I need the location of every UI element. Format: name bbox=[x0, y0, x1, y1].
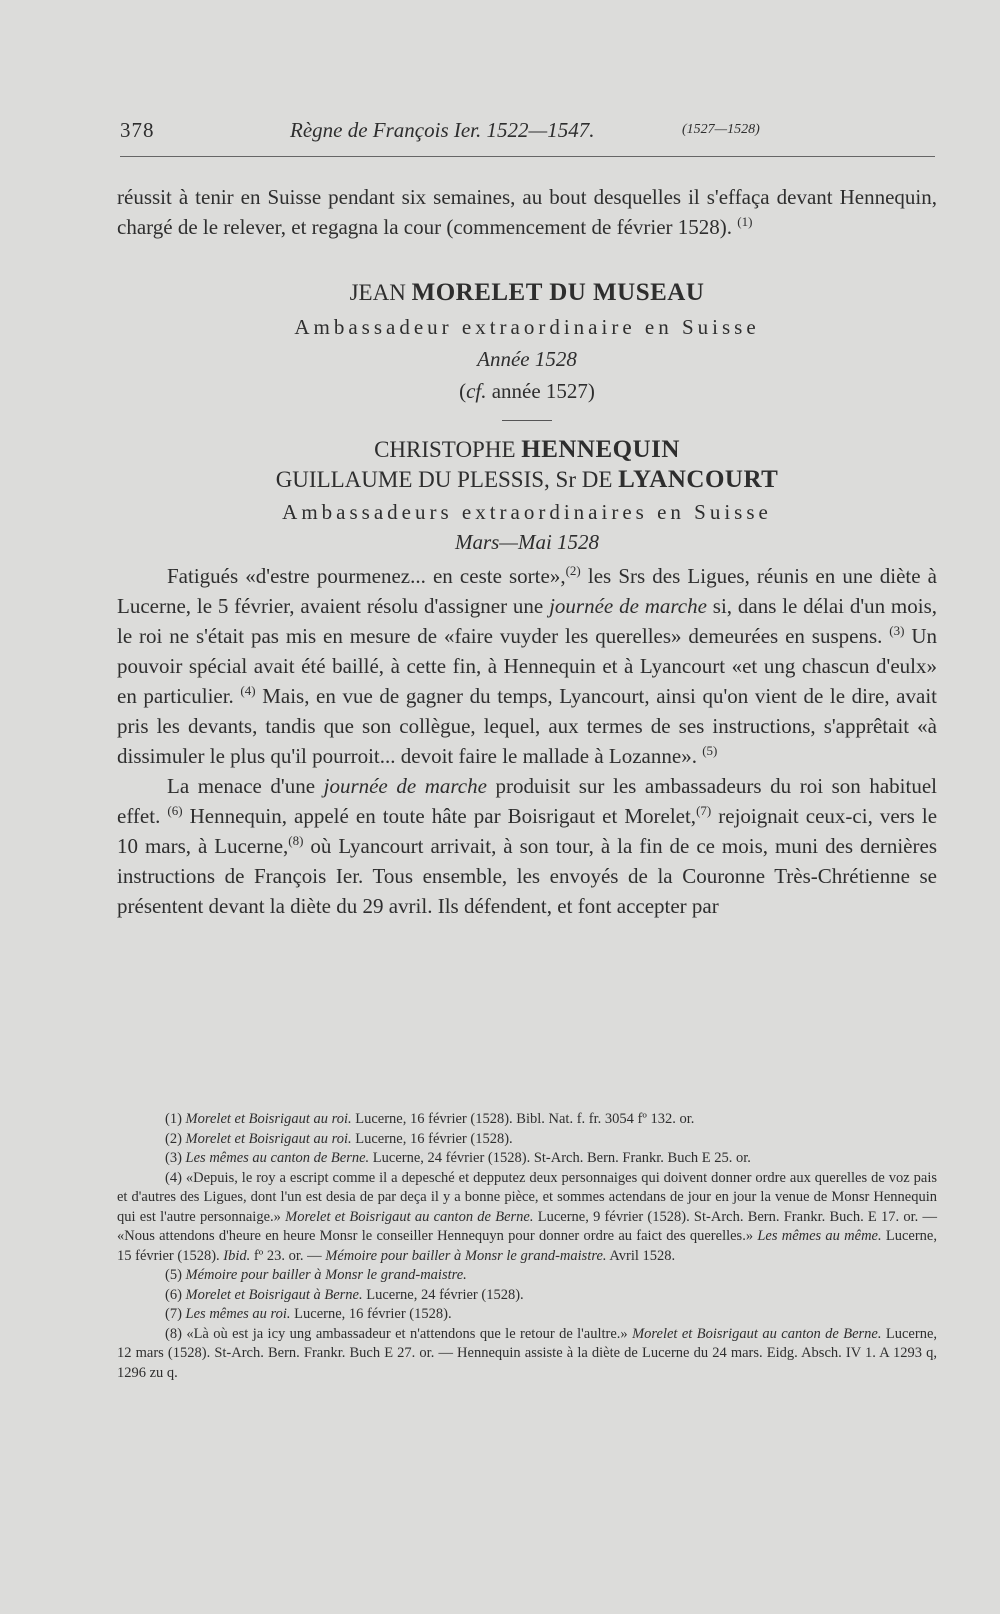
section1-title: JEAN MORELET DU MUSEAU bbox=[349, 279, 705, 306]
footnote-2: (2) Morelet et Boisrigaut au roi. Lucerne, 16 février (1528). bbox=[165, 1130, 513, 1147]
note-ref: (1) bbox=[737, 214, 753, 229]
footnote-3: (3) Les mêmes au canton de Berne. Lucerne, 24 février (1528). St-Arch. Bern. Frankr. Buch E 25. or. bbox=[165, 1150, 751, 1166]
main-text bbox=[117, 182, 937, 921]
page-header bbox=[120, 118, 935, 148]
footnote-6: (6) Morelet et Boisrigaut à Berne. Lucerne, 24 février (1528). bbox=[165, 1286, 524, 1303]
page-number: 378 bbox=[120, 118, 155, 142]
section1-cf: (cf. année 1527) bbox=[459, 379, 595, 403]
running-years: (1527—1528) bbox=[682, 122, 760, 137]
section2-date: Mars—Mai 1528 bbox=[454, 530, 600, 554]
footnote-7: (7) Les mêmes au roi. Lucerne, 16 février (1528). bbox=[165, 1306, 452, 1322]
section2-title-1: CHRISTOPHE HENNEQUIN bbox=[374, 436, 680, 463]
section2-role: Ambassadeurs extraordinaires en Suisse bbox=[282, 500, 772, 524]
intro-paragraph: réussit à tenir en Suisse pendant six semaines, au bout desquelles il s'effaça devant Hennequin, chargé de le relever, et regagna la cour (commencement de février 1528). $^{(1)}$ bbox=[117, 185, 937, 239]
header-rule bbox=[120, 156, 935, 157]
section1-date: Année 1528 bbox=[477, 347, 577, 371]
section2-title-2: GUILLAUME DU PLESSIS, Sr DE LYANCOURT bbox=[275, 466, 779, 493]
footnote-8: (8) «Là où est ja icy ung ambassadeur et n'attendons que le retour de l'aultre.» Morelet et Boisrigaut au canton de Berne. Lucerne, 12 mars (1528). St-Arch. Bern. Frankr. Buch E 27. or. — Hennequin assiste à la diète de Lucerne du 24 mars. Eidg. Absch. IV 1. A 1293 q, 1296 zu q. bbox=[117, 1325, 938, 1381]
footnote-5: (5) Mémoire pour bailler à Monsr le grand-maistre. bbox=[165, 1267, 467, 1283]
section-divider bbox=[502, 420, 552, 421]
footnotes bbox=[117, 1110, 937, 1383]
section1-role: Ambassadeur extraordinaire en Suisse bbox=[294, 315, 760, 339]
paragraph-2: La menace d'une journée de marche produisit sur les ambassadeurs du roi son habituel effet. $^{(6)}$ Hennequin, appelé en toute hâte par Boisrigaut et Morelet,$^{(7)}$ rejoignait ceux-ci, vers le 10 mars, à Lucerne,$^{(8)}$ où Lyancourt arrivait, à son tour, à la fin de ce mois, muni des dernières instructions de François Ier. Tous ensemble, les envoyés de la Couronne Très-Chrétienne se présentent devant la diète du 29 avril. Ils défendent, et font accepter par bbox=[117, 774, 938, 918]
footnote-1: (1) Morelet et Boisrigaut au roi. Lucerne, 16 février (1528). Bibl. Nat. f. fr. 3054 fº 132. or. bbox=[165, 1111, 695, 1127]
paragraph-1: Fatigués «d'estre pourmenez... en ceste sorte»,$^{(2)}$ les Srs des Ligues, réunis en une diète à Lucerne, le 5 février, avaient résolu d'assigner une journée de marche si, dans le délai d'un mois, le roi ne s'était pas mis en mesure de «faire vuyder les querelles» demeurées en suspens. $^{(3)}$ Un pouvoir spécial avait été baillé, à cette fin, à Hennequin et à Lyancourt «et ung chascun d'eulx» en particulier. $^{(4)}$ Mais, en vue de gagner du temps, Lyancourt, ainsi qu'on vient de le dire, avait pris les devants, tandis que son collègue, lequel, aux termes de ses instructions, s'apprêtait «à dissimuler le plus qu'il pourroit... devoit faire le mallade à Lozanne». $^{(5)}$ bbox=[117, 563, 938, 768]
footnote-4: (4) «Depuis, le roy a escript comme il a depesché et depputez deux personnaiges qui doivent donner ordre aux querelles de voz pais et d'autres des Ligues, dont l'un est desia de par deça il y a bonne pièce, et sommes actendans de jour en jour la venue de Monsr Hennequin qui est l'autre personnaige.» Morelet et Boisrigaut au canton de Berne. Lucerne, 9 février (1528). St-Arch. Bern. Frankr. Buch. E 17. or. — «Nous attendons d'heure en heure Monsr le conseiller Hennequyn pour donner ordre au faict des querelles.» Les mêmes au même. Lucerne, 15 février (1528). Ibid. fº 23. or. — Mémoire pour bailler à Monsr le grand-maistre. Avril 1528. bbox=[117, 1169, 938, 1264]
running-title: Règne de François Ier. 1522—1547. bbox=[290, 118, 595, 142]
